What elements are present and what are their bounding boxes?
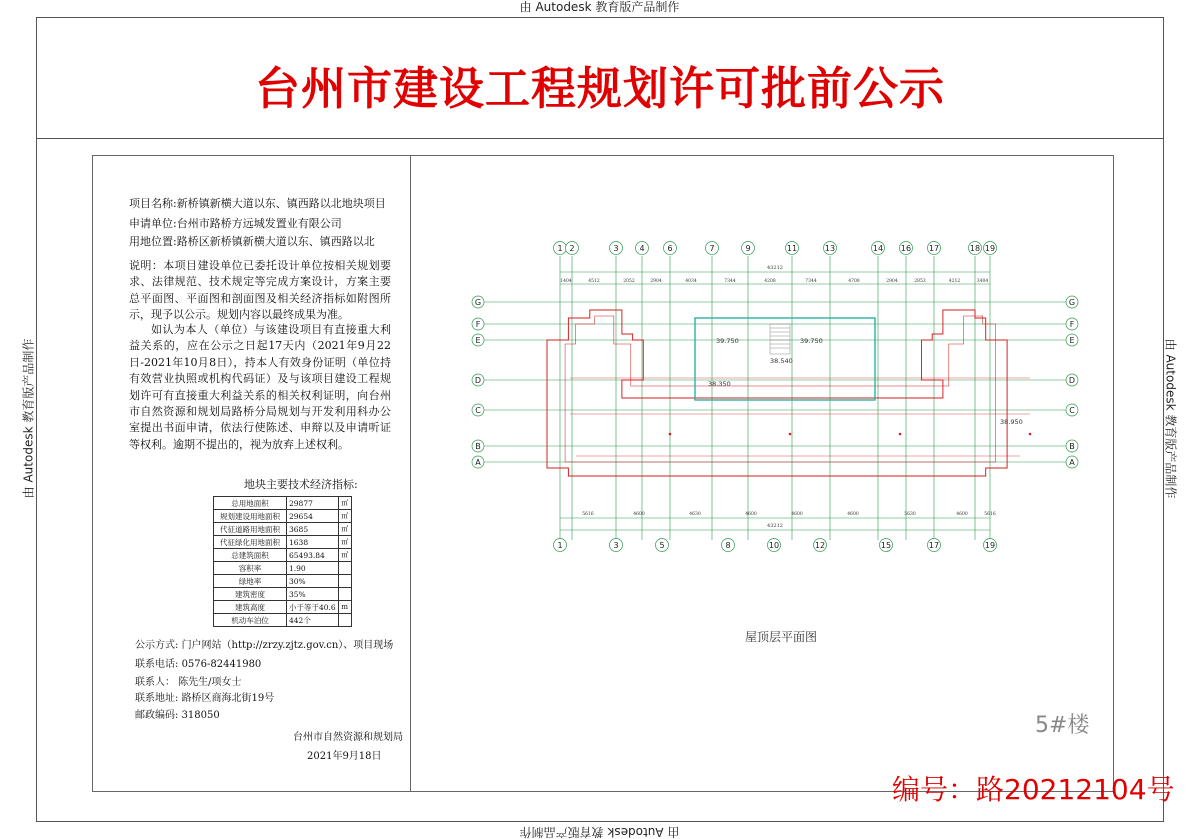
indicator-label: 总用地面积 [214, 497, 287, 510]
axis-bubble-top [786, 242, 799, 255]
axis-bubble-bottom [722, 539, 735, 552]
top-dimension: 4208 [764, 279, 776, 284]
svg-text:15: 15 [880, 541, 892, 550]
watermark-left: 由 Autodesk 教育版产品制作 [21, 338, 36, 499]
elevation-label: 39.750 [800, 337, 823, 345]
indicator-label: 总建筑面积 [214, 549, 287, 562]
svg-text:B: B [1069, 442, 1075, 451]
svg-text:D: D [1068, 376, 1076, 385]
svg-text:19: 19 [984, 244, 996, 253]
svg-text:11: 11 [786, 244, 798, 253]
contact-phone [135, 655, 261, 670]
svg-text:3: 3 [613, 244, 619, 253]
bottom-dimension: 5616 [984, 512, 996, 517]
svg-text:8: 8 [725, 541, 731, 550]
page-title: 台州市建设工程规划许可批前公示 [254, 62, 945, 115]
axis-bubble-side [1066, 404, 1078, 416]
svg-text:2: 2 [569, 244, 575, 253]
applicant-line [129, 216, 342, 233]
axis-bubble-top [928, 242, 941, 255]
svg-text:12: 12 [814, 541, 826, 550]
applicant-label: 申请单位: [129, 217, 177, 230]
project-name: 新桥镇新横大道以东、镇西路以北地块项目 [176, 197, 386, 210]
watermark-bottom: 由 Autodesk 教育版产品制作 [519, 825, 680, 839]
svg-text:F: F [1069, 320, 1075, 329]
indicator-value: 65493.84 [287, 549, 339, 562]
svg-text:C: C [475, 406, 481, 415]
axis-bubble-top [742, 242, 755, 255]
overall-dimension: 43212 [767, 265, 783, 271]
location: 路桥区新桥镇新横大道以东、镇西路以北 [176, 235, 375, 248]
indicator-unit [338, 562, 351, 575]
indicator-label: 容积率 [214, 562, 287, 575]
roof-drain-marker [789, 433, 792, 436]
svg-text:G: G [474, 298, 482, 307]
indicator-value: 小于等于40.6 [287, 601, 339, 614]
top-dimension: 3404 [976, 279, 989, 284]
axis-bubble-top [969, 242, 982, 255]
svg-text:B: B [475, 442, 481, 451]
issue-date: 2021年9月18日 [307, 751, 382, 762]
svg-text:17: 17 [928, 244, 940, 253]
axis-bubble-top [554, 242, 567, 255]
indicator-value: 35% [287, 588, 339, 601]
indicator-value: 442个 [287, 614, 339, 627]
bottom-dimension: 4600 [956, 512, 968, 517]
axis-bubble-side [1066, 440, 1078, 452]
contact-person [135, 673, 242, 688]
axis-bubble-side [472, 296, 484, 308]
publicity-method-value: 门户网站（http://zrzy.zjtz.gov.cn）、项目现场 [181, 640, 394, 651]
indicators-title: 地块主要技术经济指标: [244, 478, 358, 491]
axis-bubble-side [1066, 318, 1078, 330]
elevation-label: 38.540 [770, 357, 793, 365]
serial-number: 编号：路20212104号 [892, 773, 1175, 806]
project-name-line [129, 196, 386, 213]
project-name-label: 项目名称: [129, 197, 177, 210]
indicator-row [214, 510, 352, 523]
location-line [129, 234, 375, 251]
axis-bubble-bottom [656, 539, 669, 552]
indicator-unit [338, 614, 351, 627]
indicator-row [214, 562, 352, 575]
indicator-unit: ㎡ [338, 510, 351, 523]
watermark-top: 由 Autodesk 教育版产品制作 [519, 0, 680, 14]
indicator-row [214, 497, 352, 510]
elevation-label: 38.350 [708, 380, 731, 388]
axis-bubble-top [706, 242, 719, 255]
axis-bubble-side [472, 440, 484, 452]
top-dimension: 7344 [724, 279, 736, 284]
stair-hatch [770, 324, 790, 354]
axis-bubble-side [1066, 456, 1078, 468]
top-dimension: 2904 [650, 279, 662, 284]
axis-bubble-top [824, 242, 837, 255]
axis-bubble-bottom [928, 539, 941, 552]
svg-text:6: 6 [667, 244, 673, 253]
description-paragraph-2: 如认为本人（单位）与该建设项目有直接重大利益关系的，应在公示之日起17天内（2021年9月22日-2021年10月8日），持本人有效身份证明（单位持有效营业执照或机构代码证）及与该项目建设工程规划许可有直接重大利益关系的相关权利证明，向台州市自然资源和规划局路桥分局规划与开发利用科办公室提出书面申请，依法行使陈述、申辩以及申请听证等权利。逾期不提出的，视为放弃上述权利。 [129, 323, 391, 451]
axis-bubble-bottom [610, 539, 623, 552]
indicator-label: 建筑密度 [214, 588, 287, 601]
axis-bubble-top [900, 242, 913, 255]
indicator-row [214, 601, 352, 614]
indicator-value: 3685 [287, 523, 339, 536]
title-bar [37, 18, 1163, 139]
contact-address [135, 689, 274, 704]
axis-bubble-top [664, 242, 677, 255]
contact-address-value: 路桥区商海北街19号 [181, 693, 275, 704]
axis-bubble-side [1066, 334, 1078, 346]
contact-phone-label: 联系电话: [135, 659, 179, 670]
indicator-label: 代征绿化用地面积 [214, 536, 287, 549]
publicity-method [135, 636, 393, 651]
indicators-table [213, 496, 352, 627]
location-label: 用地位置: [129, 235, 177, 248]
svg-text:3: 3 [613, 541, 619, 550]
plan-caption: 屋顶层平面图 [745, 630, 818, 644]
svg-text:A: A [475, 458, 481, 467]
issuing-agency: 台州市自然资源和规划局 [293, 732, 403, 743]
roof-floor-plan [470, 238, 1095, 558]
contact-person-label: 联系人： [135, 677, 175, 688]
roof-drain-marker [899, 433, 902, 436]
axis-bubble-bottom [984, 539, 997, 552]
svg-text:7: 7 [709, 244, 715, 253]
svg-text:1: 1 [557, 244, 563, 253]
svg-text:4: 4 [639, 244, 645, 253]
svg-text:14: 14 [872, 244, 884, 253]
indicator-value: 29877 [287, 497, 339, 510]
top-dimension: 7344 [805, 279, 817, 284]
top-dimension: 2052 [623, 279, 635, 284]
building-number: 5#楼 [1035, 713, 1090, 738]
indicator-label: 机动车泊位 [214, 614, 287, 627]
indicator-value: 30% [287, 575, 339, 588]
indicator-unit: ㎡ [338, 549, 351, 562]
building-inner-outline [565, 316, 995, 462]
indicator-value: 29654 [287, 510, 339, 523]
axis-bubble-side [1066, 296, 1078, 308]
axis-bubble-top [566, 242, 579, 255]
top-dimension: 4034 [685, 279, 697, 284]
svg-text:E: E [475, 336, 481, 345]
svg-text:D: D [474, 376, 482, 385]
svg-text:E: E [1069, 336, 1075, 345]
svg-text:10: 10 [768, 541, 780, 550]
indicator-label: 代征道路用地面积 [214, 523, 287, 536]
svg-text:A: A [1069, 458, 1075, 467]
svg-text:9: 9 [745, 244, 751, 253]
svg-text:13: 13 [824, 244, 836, 253]
axis-bubble-side [472, 334, 484, 346]
svg-text:18: 18 [969, 244, 981, 253]
axis-bubble-top [984, 242, 997, 255]
indicator-unit: ㎡ [338, 497, 351, 510]
axis-bubble-top [872, 242, 885, 255]
svg-text:16: 16 [900, 244, 912, 253]
indicator-row [214, 614, 352, 627]
bottom-dimension: 4600 [791, 512, 803, 517]
axis-bubble-side [472, 318, 484, 330]
axis-bubble-bottom [768, 539, 781, 552]
svg-text:5: 5 [659, 541, 665, 550]
axis-bubble-top [610, 242, 623, 255]
svg-text:1: 1 [557, 541, 563, 550]
top-dimension: 4512 [588, 279, 600, 284]
contact-postcode-value: 318050 [181, 710, 220, 721]
indicator-unit: ㎡ [338, 536, 351, 549]
indicator-unit [338, 588, 351, 601]
indicator-row [214, 549, 352, 562]
svg-text:17: 17 [928, 541, 940, 550]
applicant: 台州市路桥方远城发置业有限公司 [176, 217, 342, 230]
top-dimension: 2853 [914, 279, 926, 284]
indicator-label: 建筑高度 [214, 601, 287, 614]
axis-bubble-side [472, 404, 484, 416]
indicator-row [214, 536, 352, 549]
axis-bubble-bottom [554, 539, 567, 552]
indicator-row [214, 575, 352, 588]
overall-dimension-bottom: 43212 [767, 523, 783, 529]
contact-person-value: 陈先生/项女士 [178, 677, 242, 688]
indicator-row [214, 523, 352, 536]
contact-postcode [135, 706, 220, 721]
bottom-dimension: 4630 [689, 512, 701, 517]
description-paragraph-1: 说明：本项目建设单位已委托设计单位按相关规划要求、法律规范、技术规定等完成方案设计，方案主要总平面图、平面图和剖面图及相关经济指标如附图所示，现予以公示。规划内容以最终成果为准。 [129, 259, 391, 322]
indicator-unit [338, 575, 351, 588]
axis-bubble-bottom [814, 539, 827, 552]
indicator-label: 规划建设用地面积 [214, 510, 287, 523]
bottom-dimension: 5630 [904, 512, 916, 517]
bottom-dimension: 4600 [745, 512, 757, 517]
roof-drain-marker [1029, 433, 1032, 436]
axis-bubble-bottom [880, 539, 893, 552]
elevation-label: 38.950 [1000, 418, 1023, 426]
elevation-label: 39.750 [716, 337, 739, 345]
watermark-right: 由 Autodesk 教育版产品制作 [1163, 338, 1178, 499]
svg-text:19: 19 [984, 541, 996, 550]
svg-text:C: C [1069, 406, 1075, 415]
contact-postcode-label: 邮政编码: [135, 710, 179, 721]
publicity-method-label: 公示方式: [135, 640, 179, 651]
top-dimension: 1404 [560, 279, 572, 284]
svg-text:G: G [1068, 298, 1076, 307]
bottom-dimension: 4600 [847, 512, 859, 517]
axis-bubble-side [472, 456, 484, 468]
indicator-value: 1.90 [287, 562, 339, 575]
axis-bubble-top [636, 242, 649, 255]
indicator-unit: ㎡ [338, 523, 351, 536]
roof-drain-marker [669, 433, 672, 436]
bottom-dimension: 4600 [633, 512, 645, 517]
contact-phone-value: 0576-82441980 [181, 659, 262, 670]
panel-divider [410, 156, 411, 791]
indicator-row [214, 588, 352, 601]
axis-bubble-side [472, 374, 484, 386]
indicator-label: 绿地率 [214, 575, 287, 588]
axis-bubble-side [1066, 374, 1078, 386]
top-dimension: 2904 [886, 279, 898, 284]
indicator-value: 1638 [287, 536, 339, 549]
bottom-dimension: 5616 [582, 512, 594, 517]
contact-address-label: 联系地址: [135, 693, 179, 704]
indicator-unit: m [338, 601, 351, 614]
top-dimension: 4708 [848, 279, 860, 284]
top-dimension: 4212 [948, 279, 961, 284]
svg-text:F: F [475, 320, 481, 329]
